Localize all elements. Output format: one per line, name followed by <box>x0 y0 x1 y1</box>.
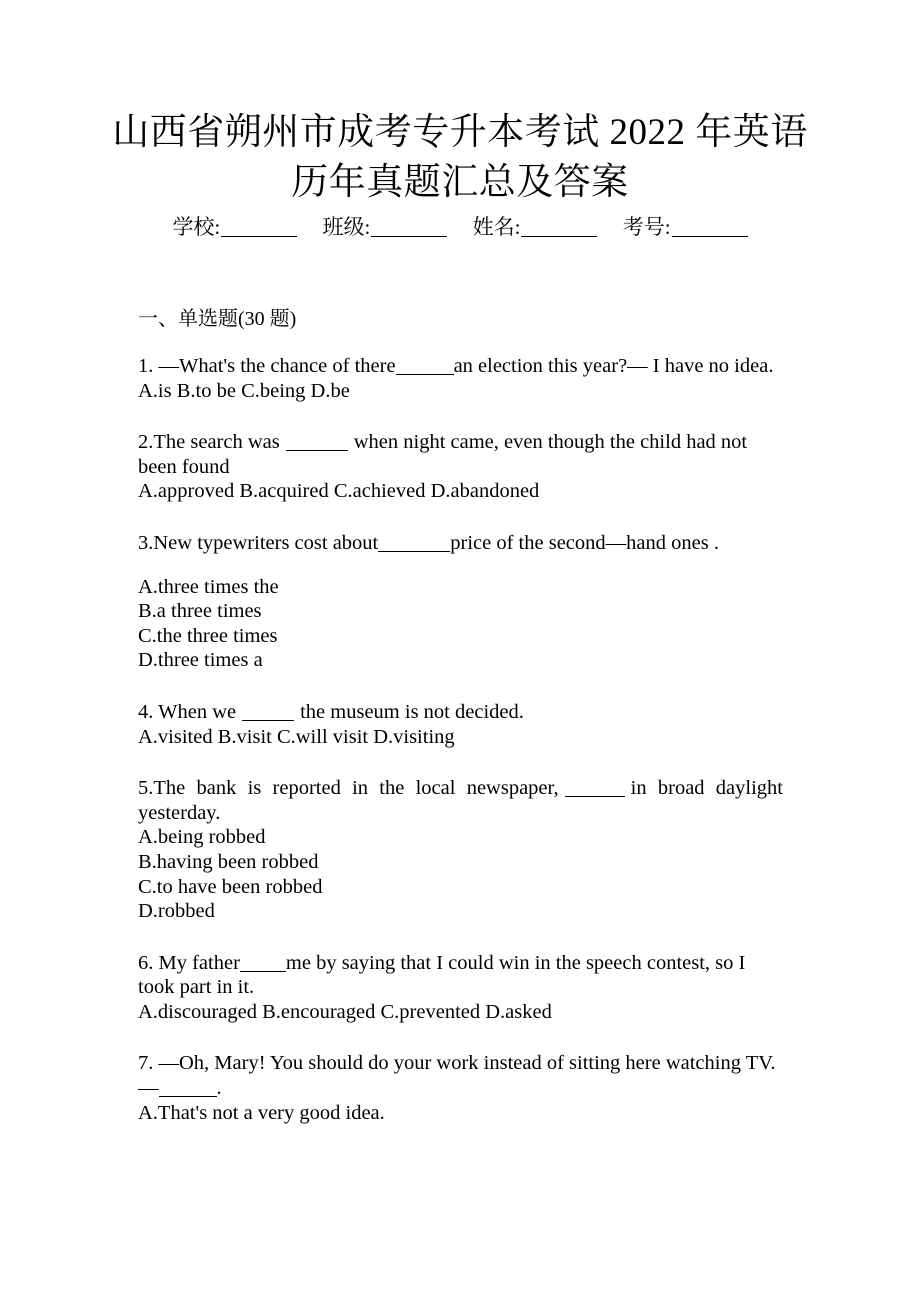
info-field-exam-number <box>623 215 748 239</box>
question-3-option-a[interactable]: A.three times the <box>138 575 279 598</box>
question-7-stem-line-1: 7. —Oh, Mary! You should do your work instead of sitting here watching TV. <box>138 1052 776 1075</box>
question-3-stem-after: price of the second—hand ones . <box>450 531 719 554</box>
question-5 <box>138 776 783 924</box>
question-5-stem <box>138 776 783 825</box>
question-7-option-a[interactable]: A.That's not a very good idea. <box>138 1101 385 1124</box>
question-5-stem-before: 5.The bank is reported in the local newspaper, <box>138 777 559 800</box>
question-3-option-c[interactable]: C.the three times <box>138 624 278 647</box>
info-label-school: 学校: <box>172 215 221 239</box>
question-3-option-d[interactable]: D.three times a <box>138 649 263 672</box>
student-info-line <box>70 212 850 242</box>
info-field-name <box>473 215 598 239</box>
exam-content <box>138 306 783 1152</box>
question-3 <box>138 531 783 673</box>
question-2-blank[interactable] <box>286 450 348 451</box>
question-2 <box>138 430 783 504</box>
question-7-stem-line-2 <box>138 1076 783 1101</box>
question-7 <box>138 1051 783 1125</box>
question-6 <box>138 951 783 1025</box>
question-5-stem-after: in broad daylight yesterday. <box>138 777 783 824</box>
question-6-blank[interactable] <box>240 971 286 972</box>
question-4-stem-before: 4. When we <box>138 700 237 723</box>
question-7-blank[interactable] <box>159 1096 217 1097</box>
question-1-options[interactable]: A.is B.to be C.being D.be <box>138 379 350 402</box>
info-blank-school[interactable] <box>221 236 297 237</box>
question-6-options[interactable]: A.discouraged B.encouraged C.prevented D.asked <box>138 1000 552 1023</box>
section-heading-single-choice: 一、单选题(30 题) <box>138 308 297 330</box>
info-label-name: 姓名: <box>472 215 521 239</box>
question-6-stem-before: 6. My father <box>138 951 240 974</box>
question-2-stem-before: 2.The search was <box>138 431 280 454</box>
question-6-stem-after: me by saying that I could win in the speech contest, so I took part in it. <box>138 951 746 999</box>
question-1-blank[interactable] <box>396 374 454 375</box>
question-4 <box>138 700 783 749</box>
title-line-2: 历年真题汇总及答案 <box>291 162 629 203</box>
question-7-dash: — <box>138 1077 159 1100</box>
question-4-blank[interactable] <box>242 720 294 721</box>
question-5-option-b[interactable]: B.having been robbed <box>138 850 319 873</box>
question-1 <box>138 354 783 403</box>
question-2-stem <box>138 430 783 479</box>
info-field-class <box>323 215 448 239</box>
question-5-blank[interactable] <box>565 796 625 797</box>
question-5-option-a[interactable]: A.being robbed <box>138 826 266 849</box>
info-blank-class[interactable] <box>371 236 447 237</box>
question-4-stem <box>138 700 783 725</box>
question-2-options[interactable]: A.approved B.acquired C.achieved D.abandoned <box>138 480 540 503</box>
info-label-class: 班级: <box>322 215 371 239</box>
question-1-stem <box>138 354 783 379</box>
question-3-option-b[interactable]: B.a three times <box>138 600 262 623</box>
question-5-option-c[interactable]: C.to have been robbed <box>138 875 323 898</box>
question-1-stem-after: an election this year?— I have no idea. <box>453 355 774 377</box>
question-7-period: . <box>216 1077 222 1100</box>
question-4-stem-after: the museum is not decided. <box>300 700 524 723</box>
info-blank-exam-number[interactable] <box>672 236 748 237</box>
page-title <box>70 108 850 208</box>
info-label-exam-number: 考号: <box>622 215 671 239</box>
question-2-stem-after: when night came, even though the child had not been found <box>138 431 748 478</box>
question-5-option-d[interactable]: D.robbed <box>138 900 215 923</box>
question-3-stem <box>138 531 783 556</box>
question-6-stem <box>138 951 783 1000</box>
question-3-stem-before: 3.New typewriters cost about <box>138 531 379 554</box>
question-3-blank[interactable] <box>378 551 450 552</box>
info-blank-name[interactable] <box>521 236 597 237</box>
question-4-options[interactable]: A.visited B.visit C.will visit D.visiting <box>138 725 455 748</box>
question-1-stem-before: 1. —What's the chance of there <box>138 355 396 377</box>
info-field-school <box>172 215 297 239</box>
title-line-1: 山西省朔州市成考专升本考试 2022 年英语 <box>112 112 808 153</box>
